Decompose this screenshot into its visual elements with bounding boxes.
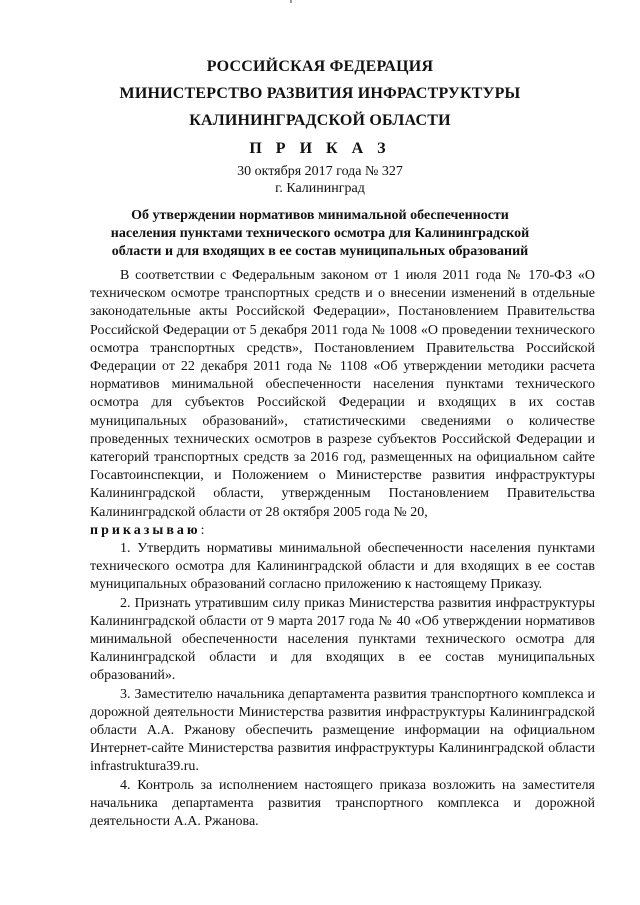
- order-subject: [0, 207, 640, 261]
- subject-line: области и для входящих в ее состав муниципальных образований: [111, 244, 529, 259]
- header-region: КАЛИНИНГРАДСКОЙ ОБЛАСТИ: [189, 112, 451, 129]
- order-title: П Р И К А З: [249, 140, 391, 157]
- subject-line: населения пунктами технического осмотра для Калининградской: [110, 226, 530, 241]
- subject-line: Об утверждении нормативов минимальной обеспеченности: [131, 208, 509, 223]
- order-body: [90, 267, 595, 831]
- order-city: г. Калининград: [275, 181, 365, 196]
- order-item-4: 4. Контроль за исполнением настоящего приказа возложить на заместителя начальника департамента развития транспортного комплекса и дорожной деятельности А.А. Ржанова.: [90, 777, 595, 830]
- decree-suffix: :: [200, 522, 205, 538]
- order-item-3: 3. Заместителю начальника департамента развития транспортного комплекса и дорожной деятельности Министерства развития инфраструктуры Калининградской области А.А. Ржанову обеспечить размещение информации на официальном Интернет-сайте Министерства развития инфраструктуры Калининградской области infrastruktura39.ru.: [90, 686, 595, 775]
- header-ministry: МИНИСТЕРСТВО РАЗВИТИЯ ИНФРАСТРУКТУРЫ: [119, 85, 521, 102]
- preamble-paragraph: [90, 267, 595, 540]
- top-edge-mark: [290, 0, 292, 3]
- order-item-2: 2. Признать утратившим силу приказ Министерства развития инфраструктуры Калининградской области от 9 марта 2017 года № 40 «Об утверждении нормативов минимальной обеспеченности населения пунктами технического осмотра для Калининградской области и для входящих в ее состав муниципальных образований».: [90, 595, 595, 684]
- preamble-text: В соответствии с Федеральным законом от 1 июля 2011 года № 170-ФЗ «О техническом осмотре транспортных средств и о внесении изменений в отдельные законодательные акты Российской Федерации», Постановлением Правительства Российской Федерации от 5 декабря 2011 года № 1008 «О проведении технического осмотра транспортных средств», Постановлением Правительства Российской Федерации от 22 декабря 2011 года № 1108 «Об утверждении методики расчета нормативов минимальной обеспеченности населения пунктами технического осмотра для субъектов Российской Федерации и входящих в их состав муниципальных образований», статистическими сведениями о количестве проведенных технических осмотров в разрезе субъектов Российской Федерации и категорий транспортных средств за 2016 год, размещенных на официальном сайте Госавтоинспекции, и Положением о Министерстве развития инфраструктуры Калининградской области, утвержденным Постановлением Правительства Калининградской области от 28 октября 2005 года № 20,: [90, 268, 595, 520]
- header-country: РОССИЙСКАЯ ФЕДЕРАЦИЯ: [206, 58, 434, 75]
- order-date-number: 30 октября 2017 года № 327: [237, 164, 403, 179]
- decree-word: приказываю: [90, 522, 201, 538]
- order-item-1: 1. Утвердить нормативы минимальной обеспеченности населения пунктами технического осмотра для Калининградской области и для входящих в ее состав муниципальных образований согласно приложению к настоящему Приказу.: [90, 541, 595, 593]
